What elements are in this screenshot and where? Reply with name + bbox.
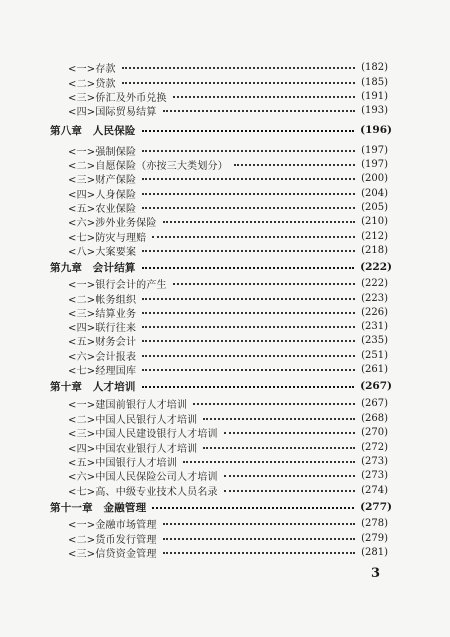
dot-leader (142, 312, 355, 314)
toc-entry-page: (205) (361, 201, 388, 213)
dot-leader (193, 403, 355, 405)
toc-entry-page: (279) (361, 532, 388, 544)
toc-entry-title: <三>中国人民建设银行人才培训 (68, 428, 218, 440)
toc-section-entry (0, 467, 450, 483)
toc-entry-page: (197) (361, 144, 388, 156)
dot-leader (142, 298, 355, 300)
toc-entry-title: <二>帐务组织 (68, 294, 137, 306)
toc-entry-page: (267) (361, 397, 388, 409)
toc-section-entry (0, 515, 450, 531)
dot-leader (224, 490, 355, 492)
dot-leader (183, 461, 355, 463)
dot-leader (142, 150, 355, 152)
toc-entry-page: (197) (361, 158, 388, 170)
toc-entry-page: (226) (361, 306, 388, 318)
dot-leader (163, 221, 356, 223)
toc-entry-page: (193) (361, 104, 388, 116)
toc-entry-title: <五>财务会计 (68, 336, 137, 348)
toc-entry-title: <一>存款 (68, 63, 116, 75)
toc-entry-title: <四>中国农业银行人才培训 (68, 443, 198, 455)
toc-entry-page: (261) (361, 363, 388, 375)
toc-section-entry (0, 361, 450, 377)
dot-leader (142, 178, 355, 180)
dot-leader (203, 447, 355, 449)
toc-entry-title: <二>自愿保险（亦按三大类划分） (68, 160, 228, 172)
toc-entry-title: <三>财产保险 (68, 174, 137, 186)
toc-entry-page: (218) (361, 244, 388, 256)
dot-leader (173, 96, 355, 98)
toc-chapter-entry (0, 378, 450, 394)
dot-leader (142, 207, 355, 209)
toc-section-entry (0, 213, 450, 229)
toc-entry-title: <七>防灾与理赔 (68, 232, 147, 244)
dot-leader (152, 236, 355, 238)
toc-entry-title: <一>银行会计的产生 (68, 279, 167, 291)
toc-entry-title: <二>贷款 (68, 78, 116, 90)
toc-entry-page: (273) (361, 455, 388, 467)
toc-entry-title: 第九章 会计结算 (50, 261, 136, 274)
toc-entry-page: (278) (361, 517, 388, 529)
toc-entry-title: <二>中国人民银行人才培训 (68, 414, 198, 426)
toc-entry-title: <四>国际贸易结算 (68, 106, 157, 118)
toc-section-entry (0, 242, 450, 258)
toc-entry-page: (231) (361, 320, 388, 332)
toc-entry-page: (204) (361, 187, 388, 199)
toc-entry-title: <一>金融市场管理 (68, 519, 157, 531)
toc-entry-page: (268) (361, 412, 388, 424)
dot-leader (163, 552, 356, 554)
toc-entry-page: (212) (361, 230, 388, 242)
toc-entry-page: (191) (361, 90, 388, 102)
toc-entry-title: <四>联行往来 (68, 322, 137, 334)
dot-leader (142, 267, 355, 269)
toc-section-entry (0, 395, 450, 411)
dot-leader (142, 355, 355, 357)
toc-entry-page: (185) (361, 76, 388, 88)
toc-entry-page: (210) (361, 215, 388, 227)
toc-entry-page: (251) (361, 349, 388, 361)
toc-entry-page: (196) (360, 124, 392, 136)
toc-entry-page: (273) (361, 469, 388, 481)
toc-entry-page: (182) (361, 61, 388, 73)
toc-entry-page: (270) (361, 426, 388, 438)
dot-leader (152, 507, 354, 509)
dot-leader (163, 523, 356, 525)
toc-entry-page: (200) (361, 172, 388, 184)
toc-entry-title: <一>建国前银行人才培训 (68, 399, 188, 411)
dot-leader (142, 340, 355, 342)
dot-leader (122, 67, 355, 69)
toc-entry-page: (235) (361, 334, 388, 346)
toc-entry-title: <五>中国银行人才培训 (68, 457, 177, 469)
toc-entry-title: <五>农业保险 (68, 203, 137, 215)
dot-leader (122, 82, 355, 84)
toc-entry-title: 第十章 人才培训 (50, 380, 136, 393)
toc-chapter-entry (0, 122, 450, 138)
toc-entry-title: <三>结算业务 (68, 308, 137, 320)
toc-section-entry (0, 482, 450, 498)
toc-section-entry (0, 332, 450, 348)
toc-entry-title: <一>强制保险 (68, 146, 137, 158)
dot-leader (163, 110, 356, 112)
toc-entry-page: (272) (361, 441, 388, 453)
dot-leader (142, 369, 355, 371)
dot-leader (224, 475, 355, 477)
toc-chapter-entry (0, 259, 450, 275)
toc-entry-title: 第十一章 金融管理 (50, 501, 147, 514)
dot-leader (234, 164, 355, 166)
toc-entry-page: (274) (361, 484, 388, 496)
dot-leader (142, 250, 355, 252)
toc-section-entry (0, 544, 450, 560)
toc-entry-page: (222) (361, 277, 388, 289)
toc-chapter-entry (0, 499, 450, 515)
toc-entry-title: <六>中国人民保险公司人才培训 (68, 471, 218, 483)
toc-entry-page: (277) (360, 501, 392, 513)
toc-section-entry (0, 275, 450, 291)
toc-entry-title: <八>大案要案 (68, 246, 137, 258)
toc-entry-page: (222) (360, 261, 392, 273)
dot-leader (224, 432, 355, 434)
toc-entry-page: (223) (361, 292, 388, 304)
toc-entry-title: <二>货币发行管理 (68, 534, 157, 546)
toc-entry-title: <七>高、中级专业技术人员名录 (68, 486, 218, 498)
toc-entry-title: <六>会计报表 (68, 351, 137, 363)
toc-entry-title: <七>经理国库 (68, 365, 137, 377)
toc-section-entry (0, 424, 450, 440)
dot-leader (203, 418, 355, 420)
dot-leader (173, 283, 355, 285)
toc-entry-title: <三>侨汇及外币兑换 (68, 92, 167, 104)
dot-leader (163, 538, 356, 540)
dot-leader (142, 130, 355, 132)
dot-leader (142, 326, 355, 328)
dot-leader (142, 193, 355, 195)
toc-entry-title: 第八章 人民保险 (50, 124, 136, 137)
dot-leader (142, 386, 355, 388)
toc-section-entry (0, 102, 450, 118)
toc-section-entry (0, 170, 450, 186)
toc-entry-title: <三>信贷资金管理 (68, 548, 157, 560)
toc-entry-page: (281) (361, 546, 388, 558)
toc-entry-page: (267) (360, 380, 392, 392)
toc-section-entry (0, 59, 450, 75)
toc-entry-title: <四>人身保险 (68, 189, 137, 201)
page-number: 3 (371, 566, 381, 581)
toc-entry-title: <六>涉外业务保险 (68, 217, 157, 229)
